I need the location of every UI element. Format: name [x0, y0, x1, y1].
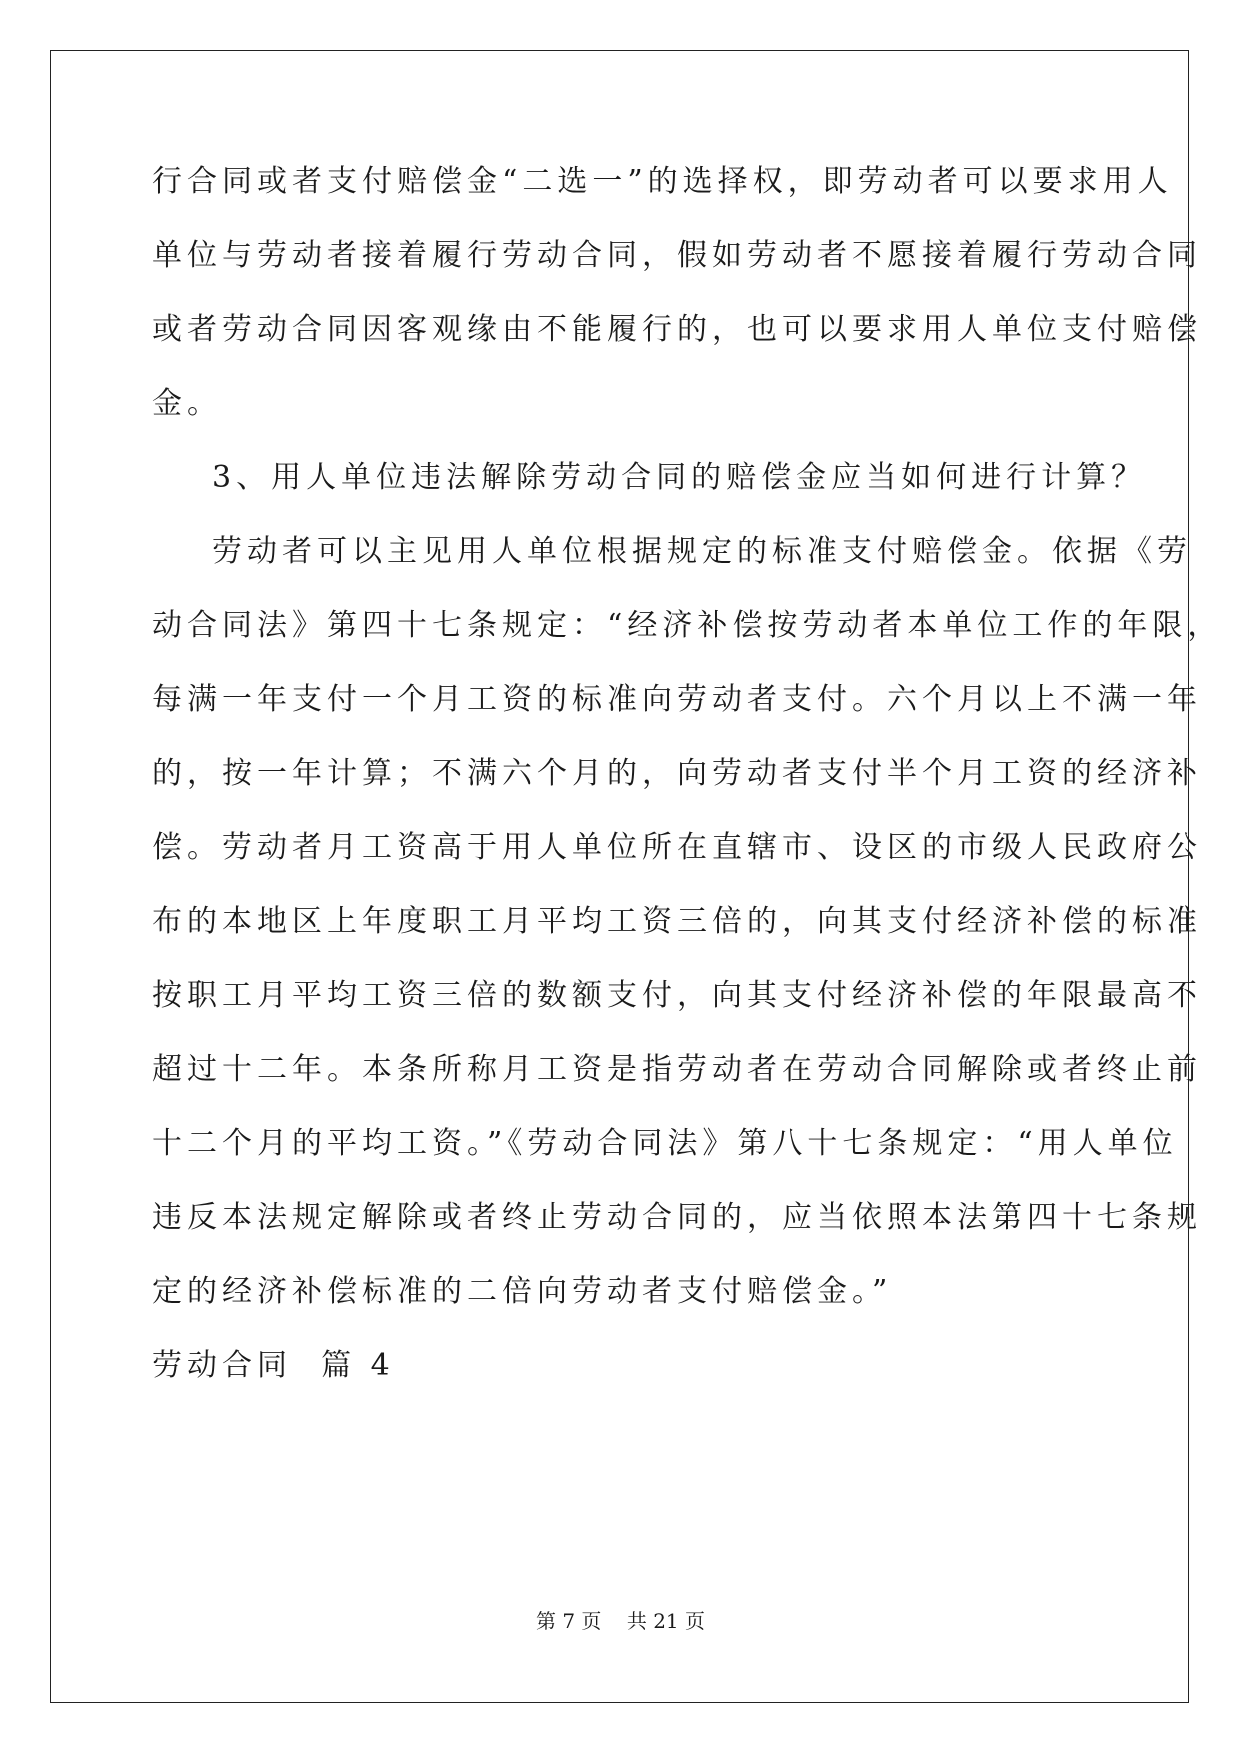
paragraph-line: 超过十二年。本条所称月工资是指劳动者在劳动合同解除或者终止前	[152, 1052, 1202, 1087]
paragraph-line: 十二个月的平均工资。”《劳动合同法》第八十七条规定：“用人单位	[152, 1126, 1178, 1161]
paragraph-line: 布的本地区上年度职工月平均工资三倍的，向其支付经济补偿的标准	[152, 904, 1202, 939]
paragraph-line: 金。	[152, 386, 222, 421]
paragraph-line: 单位与劳动者接着履行劳动合同，假如劳动者不愿接着履行劳动合同	[152, 238, 1202, 273]
paragraph-line: 行合同或者支付赔偿金“二选一”的选择权，即劳动者可以要求用人	[152, 164, 1173, 199]
page-border	[50, 50, 1189, 1703]
paragraph-line: 偿。劳动者月工资高于用人单位所在直辖市、设区的市级人民政府公	[152, 830, 1202, 865]
paragraph-line: 按职工月平均工资三倍的数额支付，向其支付经济补偿的年限最高不	[152, 978, 1202, 1013]
paragraph-line: 违反本法规定解除或者终止劳动合同的，应当依照本法第四十七条规	[152, 1200, 1202, 1235]
paragraph-line: 每满一年支付一个月工资的标准向劳动者支付。六个月以上不满一年	[152, 682, 1202, 717]
section-heading: 劳动合同 篇 4	[152, 1348, 395, 1383]
paragraph-line: 的，按一年计算；不满六个月的，向劳动者支付半个月工资的经济补	[152, 756, 1202, 791]
section-question: 3、用人单位违法解除劳动合同的赔偿金应当如何进行计算？	[212, 460, 1147, 495]
paragraph-line: 劳动者可以主见用人单位根据规定的标准支付赔偿金。依据《劳	[212, 534, 1192, 569]
paragraph-line: 或者劳动合同因客观缘由不能履行的，也可以要求用人单位支付赔偿	[152, 312, 1202, 347]
paragraph-line: 定的经济补偿标准的二倍向劳动者支付赔偿金。”	[152, 1274, 893, 1309]
page-number: 第 7 页 共 21 页	[535, 1609, 706, 1633]
paragraph-line: 动合同法》第四十七条规定：“经济补偿按劳动者本单位工作的年限，	[152, 608, 1223, 643]
